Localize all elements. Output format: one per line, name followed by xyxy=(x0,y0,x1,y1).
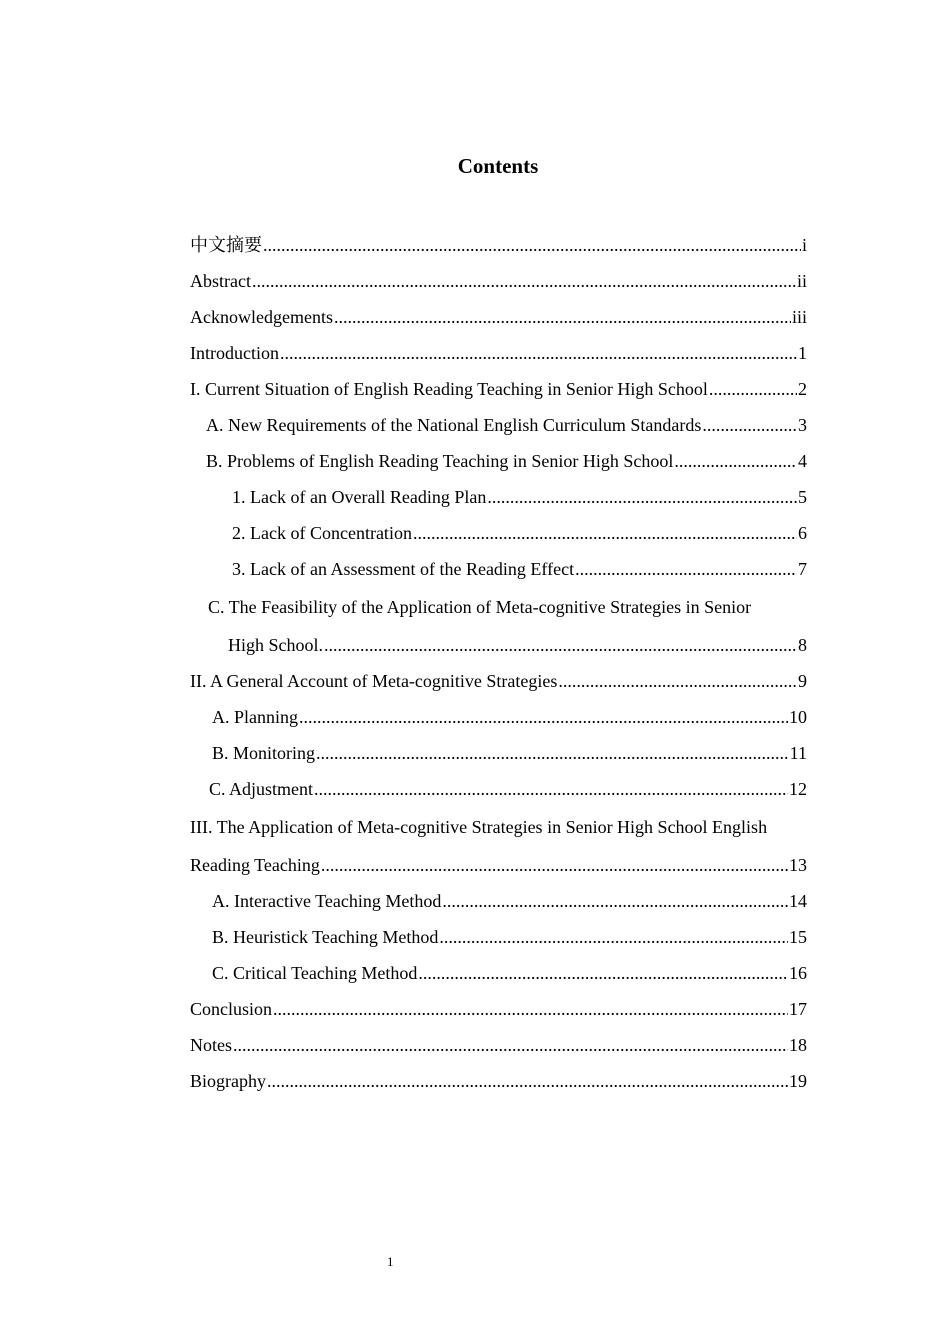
toc-entry-label: 3. Lack of an Assessment of the Reading Effect xyxy=(232,559,575,579)
toc-entry-chapter-2-a[interactable] xyxy=(190,699,807,735)
dot-leader xyxy=(334,299,791,335)
toc-entry-chapter-1-a[interactable] xyxy=(190,407,807,443)
toc-entry-chapter-2[interactable] xyxy=(190,663,807,699)
toc-entry-page: 6 xyxy=(798,523,807,543)
toc-entry-page: 15 xyxy=(789,927,807,947)
toc-entry-label: 中文摘要 xyxy=(190,235,262,255)
dot-leader xyxy=(413,515,797,551)
toc-entry-label: Biography xyxy=(190,1071,266,1091)
dot-leader xyxy=(487,479,797,515)
toc-entry-label: B. Heuristick Teaching Method xyxy=(212,927,439,947)
toc-entry-label: Acknowledgements xyxy=(190,307,333,327)
toc-entry-page: 13 xyxy=(789,855,807,875)
toc-entry-page: 1 xyxy=(798,343,807,363)
toc-entry-page: 16 xyxy=(789,963,807,983)
toc-entry-chapter-1-c-line-1[interactable] xyxy=(190,587,807,627)
toc-entry-conclusion[interactable] xyxy=(190,991,807,1027)
page-number: 1 xyxy=(387,1254,394,1269)
toc-entry-page: iii xyxy=(791,307,807,327)
toc-entry-label: Conclusion xyxy=(190,999,273,1019)
toc-entry-page: 17 xyxy=(789,999,807,1019)
toc-entry-page: 5 xyxy=(798,487,807,507)
toc-entry-label: C. Critical Teaching Method xyxy=(212,963,418,983)
toc-entry-label: I. Current Situation of English Reading Teaching in Senior High School xyxy=(190,379,708,399)
toc-entry-chapter-3-c[interactable] xyxy=(190,955,807,991)
dot-leader xyxy=(321,847,788,883)
toc-entry-label: 2. Lack of Concentration xyxy=(232,523,412,543)
page-title: Contents xyxy=(457,154,539,178)
toc-entry-chapter-2-b[interactable] xyxy=(190,735,807,771)
toc-entry-page: 18 xyxy=(789,1035,807,1055)
toc-entry-chapter-3-line-1[interactable] xyxy=(190,807,807,847)
toc-entry-chapter-2-c[interactable] xyxy=(190,771,807,807)
toc-entry-chapter-1[interactable] xyxy=(190,371,807,407)
toc-entry-label: Abstract xyxy=(190,271,251,291)
dot-leader xyxy=(233,1027,788,1063)
dot-leader xyxy=(575,551,797,587)
dot-leader xyxy=(558,663,797,699)
toc-entry-acknowledgements[interactable] xyxy=(190,299,807,335)
toc-entry-label: A. New Requirements of the National English Curriculum Standards xyxy=(206,415,702,435)
toc-entry-label: A. Interactive Teaching Method xyxy=(212,891,442,911)
dot-leader xyxy=(316,735,789,771)
dot-leader xyxy=(324,627,797,663)
dot-leader xyxy=(674,443,797,479)
dot-leader xyxy=(439,919,788,955)
toc-entry-label: Introduction xyxy=(190,343,279,363)
toc-entry-label: 1. Lack of an Overall Reading Plan xyxy=(232,487,487,507)
dot-leader xyxy=(273,991,788,1027)
dot-leader xyxy=(709,371,797,407)
dot-leader xyxy=(267,1063,788,1099)
toc-entry-page: 4 xyxy=(798,451,807,471)
toc-entry-chapter-1-b-2[interactable] xyxy=(190,515,807,551)
toc-entry-label: A. Planning xyxy=(212,707,299,727)
toc-entry-page: ii xyxy=(796,271,807,291)
toc-entry-page: 19 xyxy=(789,1071,807,1091)
toc-entry-abstract[interactable] xyxy=(190,263,807,299)
toc-entry-page: 11 xyxy=(789,743,807,763)
toc-entry-page: 9 xyxy=(798,671,807,691)
dot-leader xyxy=(252,263,796,299)
dot-leader xyxy=(299,699,788,735)
toc-entry-chapter-3-line-2[interactable] xyxy=(190,847,807,883)
dot-leader xyxy=(314,771,788,807)
toc-entry-biography[interactable] xyxy=(190,1063,807,1099)
toc-entry-label: Notes xyxy=(190,1035,232,1055)
toc-entry-chapter-1-b-1[interactable] xyxy=(190,479,807,515)
toc-entry-page: 14 xyxy=(789,891,807,911)
table-of-contents xyxy=(190,227,807,1099)
toc-entry-label: Reading Teaching xyxy=(190,855,320,875)
toc-entry-chinese-abstract[interactable] xyxy=(190,227,807,263)
dot-leader xyxy=(442,883,788,919)
toc-entry-chapter-3-b[interactable] xyxy=(190,919,807,955)
dot-leader xyxy=(702,407,797,443)
toc-entry-page: 2 xyxy=(798,379,807,399)
dot-leader xyxy=(418,955,788,991)
toc-entry-page: 3 xyxy=(798,415,807,435)
toc-entry-page: i xyxy=(801,235,807,255)
dot-leader xyxy=(280,335,797,371)
toc-entry-label: II. A General Account of Meta-cognitive Strategies xyxy=(190,671,558,691)
toc-entry-chapter-3-a[interactable] xyxy=(190,883,807,919)
toc-entry-notes[interactable] xyxy=(190,1027,807,1063)
toc-entry-chapter-1-b[interactable] xyxy=(190,443,807,479)
toc-entry-label: C. The Feasibility of the Application of Meta-cognitive Strategies in Senior xyxy=(208,597,752,617)
toc-entry-page: 10 xyxy=(789,707,807,727)
toc-entry-page: 7 xyxy=(798,559,807,579)
toc-entry-label: High School. xyxy=(228,635,324,655)
toc-entry-label: C. Adjustment xyxy=(209,779,314,799)
toc-entry-page: 12 xyxy=(789,779,807,799)
toc-entry-label: B. Monitoring xyxy=(212,743,316,763)
toc-entry-label: III. The Application of Meta-cognitive Strategies in Senior High School English xyxy=(190,817,768,837)
toc-entry-chapter-1-c-line-2[interactable] xyxy=(190,627,807,663)
toc-entry-label: B. Problems of English Reading Teaching in Senior High School xyxy=(206,451,674,471)
toc-entry-chapter-1-b-3[interactable] xyxy=(190,551,807,587)
toc-entry-introduction[interactable] xyxy=(190,335,807,371)
dot-leader xyxy=(263,227,801,263)
toc-entry-page: 8 xyxy=(798,635,807,655)
